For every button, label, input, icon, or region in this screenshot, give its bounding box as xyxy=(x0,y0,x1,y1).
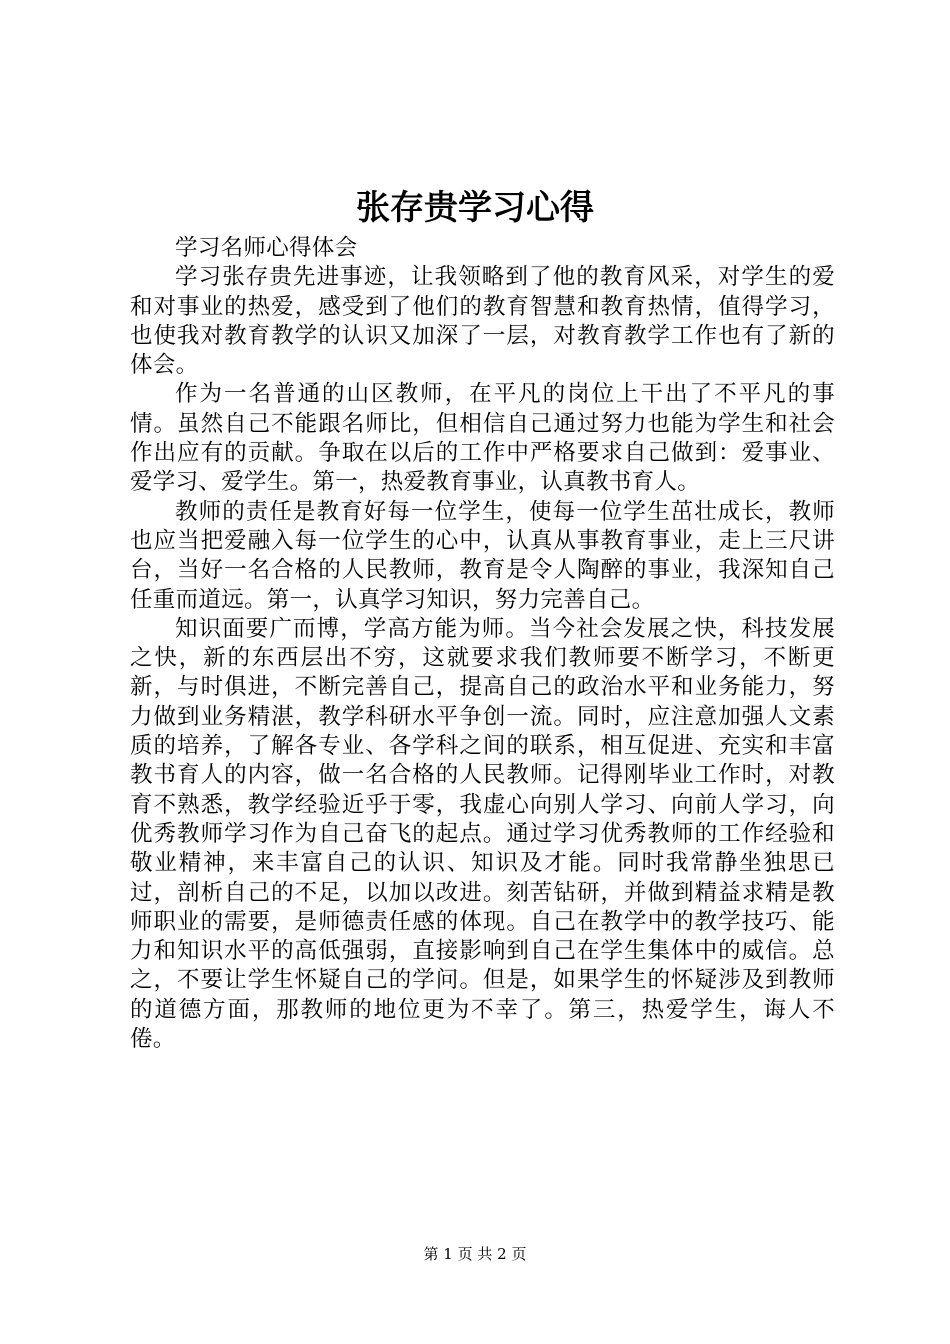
document-body xyxy=(130,234,835,1054)
paragraph: 知识面要广而博，学高方能为师。当今社会发展之快，科技发展之快，新的东西层出不穷，这就要求我们教师要不断学习，不断更新，与时俱进，不断完善自己，提高自己的政治水平和业务能力，努力做到业务精湛，教学科研水平争创一流。同时，应注意加强人文素质的培养，了解各专业、各学科之间的联系，相互促进、充实和丰富教书育人的内容，做一名合格的人民教师。记得刚毕业工作时，对教育不熟悉，教学经验近乎于零，我虚心向别人学习、向前人学习，向优秀教师学习作为自己奋飞的起点。通过学习优秀教师的工作经验和敬业精神，来丰富自己的认识、知识及才能。同时我常静坐独思已过，剖析自己的不足，以加以改进。刻苦钻研，并做到精益求精是教师职业的需要，是师德责任感的体现。自己在教学中的教学技巧、能力和知识水平的高低强弱，直接影响到自己在学生集体中的威信。总之，不要让学生怀疑自己的学问。但是，如果学生的怀疑涉及到教师的道德方面，那教师的地位更为不幸了。第三，热爱学生，诲人不倦。 xyxy=(130,615,835,1053)
paragraph: 学习张存贵先进事迹，让我领略到了他的教育风采，对学生的爱和对事业的热爱，感受到了他们的教育智慧和教育热情，值得学习，也使我对教育教学的认识又加深了一层，对教育教学工作也有了新的体会。 xyxy=(130,264,835,379)
paragraph: 作为一名普通的山区教师，在平凡的岗位上干出了不平凡的事情。虽然自己不能跟名师比，但相信自己通过努力也能为学生和社会作出应有的贡献。争取在以后的工作中严格要求自己做到：爱事业、爱学习、爱学生。第一，热爱教育事业，认真教书育人。 xyxy=(130,381,835,496)
paragraph: 教师的责任是教育好每一位学生，使每一位学生茁壮成长，教师也应当把爱融入每一位学生的心中，认真从事教育事业，走上三尺讲台，当好一名合格的人民教师，教育是令人陶醉的事业，我深知自己任重而道远。第一，认真学习知识，努力完善自己。 xyxy=(130,498,835,613)
page-number-footer: 第 1 页 共 2 页 xyxy=(423,1245,527,1263)
document-title: 张存贵学习心得 xyxy=(356,188,594,228)
paragraph-heading: 学习名师心得体会 xyxy=(175,235,358,261)
